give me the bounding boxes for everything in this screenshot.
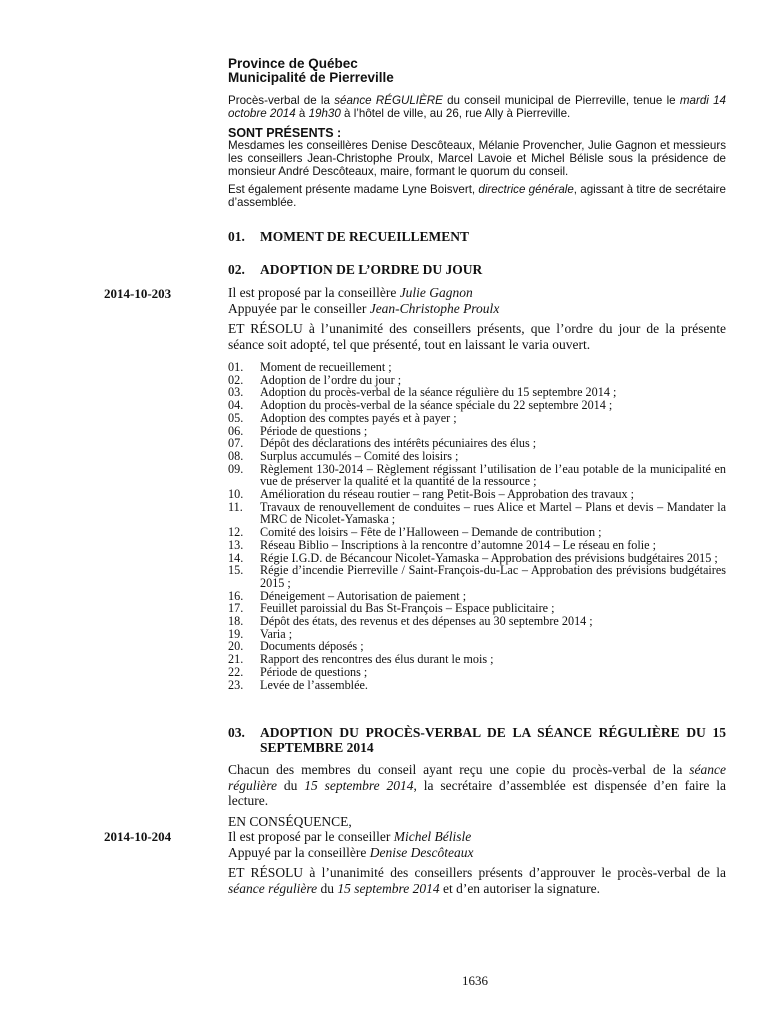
section-01-title: MOMENT DE RECUEILLEMENT [260,229,470,244]
s03-date: 15 septembre 2014 [304,777,414,793]
s03-session: séance régulière [228,762,726,793]
intro-paragraph [228,94,726,120]
agenda-item-number: 15. [228,563,244,578]
agenda-item-text: Dépôt des déclarations des intérêts pécuniaires des élus ; [260,436,537,451]
resolution-204-text [228,865,726,896]
agenda-item [228,615,726,628]
s03-text: , la secrétaire d’assemblée est dispensée d’en faire la lecture. [228,777,727,808]
proposed-label: Il est proposé par le conseiller [228,829,394,844]
agenda-item-number: 08. [228,448,244,463]
seconder-name: Jean-Christophe Proulx [369,300,500,316]
resolution-203-motion [228,285,726,316]
agenda-item-number: 16. [228,588,244,603]
agenda-item-text: Adoption du procès-verbal de la séance spéciale du 22 septembre 2014 ; [260,398,613,413]
agenda-item-text: Documents déposés ; [260,639,364,654]
agenda-item-text: Période de questions ; [260,423,368,438]
r204-text: ET RÉSOLU à l’unanimité des conseillers présents d’approuver le procès-verbal de la [228,865,726,880]
agenda-item-number: 06. [228,423,244,438]
agenda-item-number: 09. [228,461,244,476]
agenda-item [228,361,726,374]
agenda-item-text: Comité des loisirs – Fête de l’Halloween – Demande de contribution ; [260,525,602,540]
agenda-item [228,501,726,526]
agenda-item [228,450,726,463]
resolution-number: 2014-10-204 [104,829,172,844]
agenda-item-text: Régie I.G.D. de Bécancour Nicolet-Yamaska – Approbation des prévisions budgétaires 2015 ; [260,550,718,565]
agenda-item-text: Travaux de renouvellement de conduites – rues Alice et Martel – Plans et devis – Mandater la MRC de Nicolet-Yamaska ; [260,499,726,527]
agenda-item-number: 10. [228,487,244,502]
seconded-label: Appuyée par le conseiller [228,300,370,316]
also-present-paragraph [228,183,726,209]
agenda-item-text: Adoption du procès-verbal de la séance régulière du 15 septembre 2014 ; [260,385,617,400]
agenda-item [228,463,726,488]
session-date: mardi 14 octobre 2014 [228,94,726,120]
agenda-item-text: Déneigement – Autorisation de paiement ; [260,588,467,603]
agenda-item [228,526,726,539]
resolution-204-motion [228,829,726,860]
agenda-item-number: 14. [228,550,244,565]
agenda-item-number: 07. [228,436,244,451]
agenda-item [228,653,726,666]
seconded-line [228,845,726,861]
agenda-item-text: Règlement 130-2014 – Règlement régissant l’utilisation de l’eau potable de la municipalité en vue de préserver la qualité et la quantité de la ressource ; [260,461,726,489]
agenda-item-text: Rapport des rencontres des élus durant le mois ; [260,652,494,667]
proposed-line [228,285,726,301]
municipality-title: Municipalité de Pierreville [228,70,394,85]
proposer-name: Julie Gagnon [399,285,473,300]
r204-date: 15 septembre 2014 [337,880,440,896]
resolution-number: 2014-10-203 [104,286,172,301]
agenda-list [228,361,726,691]
proposer-name: Michel Bélisle [393,829,472,844]
section-03-title: ADOPTION DU PROCÈS-VERBAL DE LA SÉANCE RÉGULIÈRE DU 15 SEPTEMBRE 2014 [260,725,726,755]
section-02-title: ADOPTION DE L’ORDRE DU JOUR [260,262,483,277]
session-time: 19h30 [308,107,341,120]
agenda-item-number: 20. [228,639,244,654]
agenda-item [228,666,726,679]
director-title: directrice générale [478,183,574,196]
also-text: Est également présente madame Lyne Boisvert, [228,183,479,196]
agenda-item-text: Feuillet paroissial du Bas St-François – Espace publicitaire ; [260,601,555,616]
intro-text: du conseil municipal de Pierreville, tenue le [442,94,680,107]
proposed-line [228,829,726,845]
presents-heading: SONT PRÉSENTS : [228,126,342,140]
agenda-item-number: 13. [228,537,244,552]
agenda-item [228,399,726,412]
agenda-item-number: 02. [228,372,244,387]
s03-text: du [276,777,305,793]
seconder-name: Denise Descôteaux [369,844,474,860]
agenda-item-number: 05. [228,410,244,425]
section-01-number: 01. [228,229,245,244]
agenda-item-text: Adoption de l’ordre du jour ; [260,372,402,387]
agenda-item [228,679,726,692]
intro-text: Procès-verbal de la [228,94,335,107]
agenda-item-text: Période de questions ; [260,664,368,679]
section-03-paragraph [228,762,726,809]
agenda-item-text: Varia ; [260,626,293,641]
agenda-item-number: 04. [228,398,244,413]
resolution-203-text: ET RÉSOLU à l’unanimité des conseillers présents, que l’ordre du jour de la présente séance soit adopté, tel que présenté, tout en laissant le varia ouvert. [228,321,726,352]
agenda-item-number: 03. [228,385,244,400]
document-header [228,57,726,85]
agenda-item-text: Adoption des comptes payés et à payer ; [260,410,457,425]
agenda-item-text: Surplus accumulés – Comité des loisirs ; [260,448,459,463]
agenda-item-number: 11. [228,499,243,514]
also-text: , agissant à titre de secrétaire d’assemblée. [228,183,726,209]
agenda-item-number: 19. [228,626,244,641]
agenda-item-number: 18. [228,614,244,629]
r204-text: du [317,880,338,896]
agenda-item [228,564,726,589]
r204-session: séance régulière [228,880,318,896]
agenda-item-number: 17. [228,601,244,616]
agenda-item-text: Levée de l’assemblée. [260,677,368,692]
proposed-label: Il est proposé par la conseillère [228,285,400,300]
section-02-number: 02. [228,262,245,277]
agenda-item-text: Réseau Biblio – Inscriptions à la rencontre d’automne 2014 – Le réseau en folie ; [260,537,656,552]
agenda-item-text: Amélioration du réseau routier – rang Petit-Bois – Approbation des travaux ; [260,487,635,502]
agenda-item-text: Moment de recueillement ; [260,360,392,374]
seconded-label: Appuyé par la conseillère [228,844,370,860]
seconded-line [228,301,726,317]
section-03-number: 03. [228,725,245,740]
page-number: 1636 [462,973,488,988]
province-title: Province de Québec [228,56,358,71]
agenda-item-number: 01. [228,360,244,374]
intro-text: à [295,107,309,120]
agenda-item-number: 22. [228,664,244,679]
agenda-item-text: Régie d’incendie Pierreville / Saint-François-du-Lac – Approbation des prévisions budgétaires 2015 ; [260,563,726,590]
agenda-item [228,488,726,501]
intro-text: à l’hôtel de ville, au 26, rue Ally à Pierreville. [340,107,571,120]
agenda-item-number: 12. [228,525,244,540]
agenda-item-text: Dépôt des états, des revenus et des dépenses au 30 septembre 2014 ; [260,614,593,629]
r204-text: et d’en autoriser la signature. [439,880,601,896]
presents-paragraph: Mesdames les conseillères Denise Descôteaux, Mélanie Provencher, Julie Gagnon et messieurs les conseillers Jean-Christophe Proulx, Marcel Lavoie et Michel Bélisle sous la présidence de monsieur André Descôteaux, maire, formant le quorum du conseil. [228,139,726,178]
agenda-item [228,412,726,425]
agenda-item-number: 21. [228,652,244,667]
s03-text: Chacun des membres du conseil ayant reçu une copie du procès-verbal de la [228,762,690,777]
agenda-item-number: 23. [228,677,244,692]
session-type: séance RÉGULIÈRE [334,94,443,107]
consequence-line: EN CONSÉQUENCE, [228,814,352,829]
agenda-item [228,539,726,552]
